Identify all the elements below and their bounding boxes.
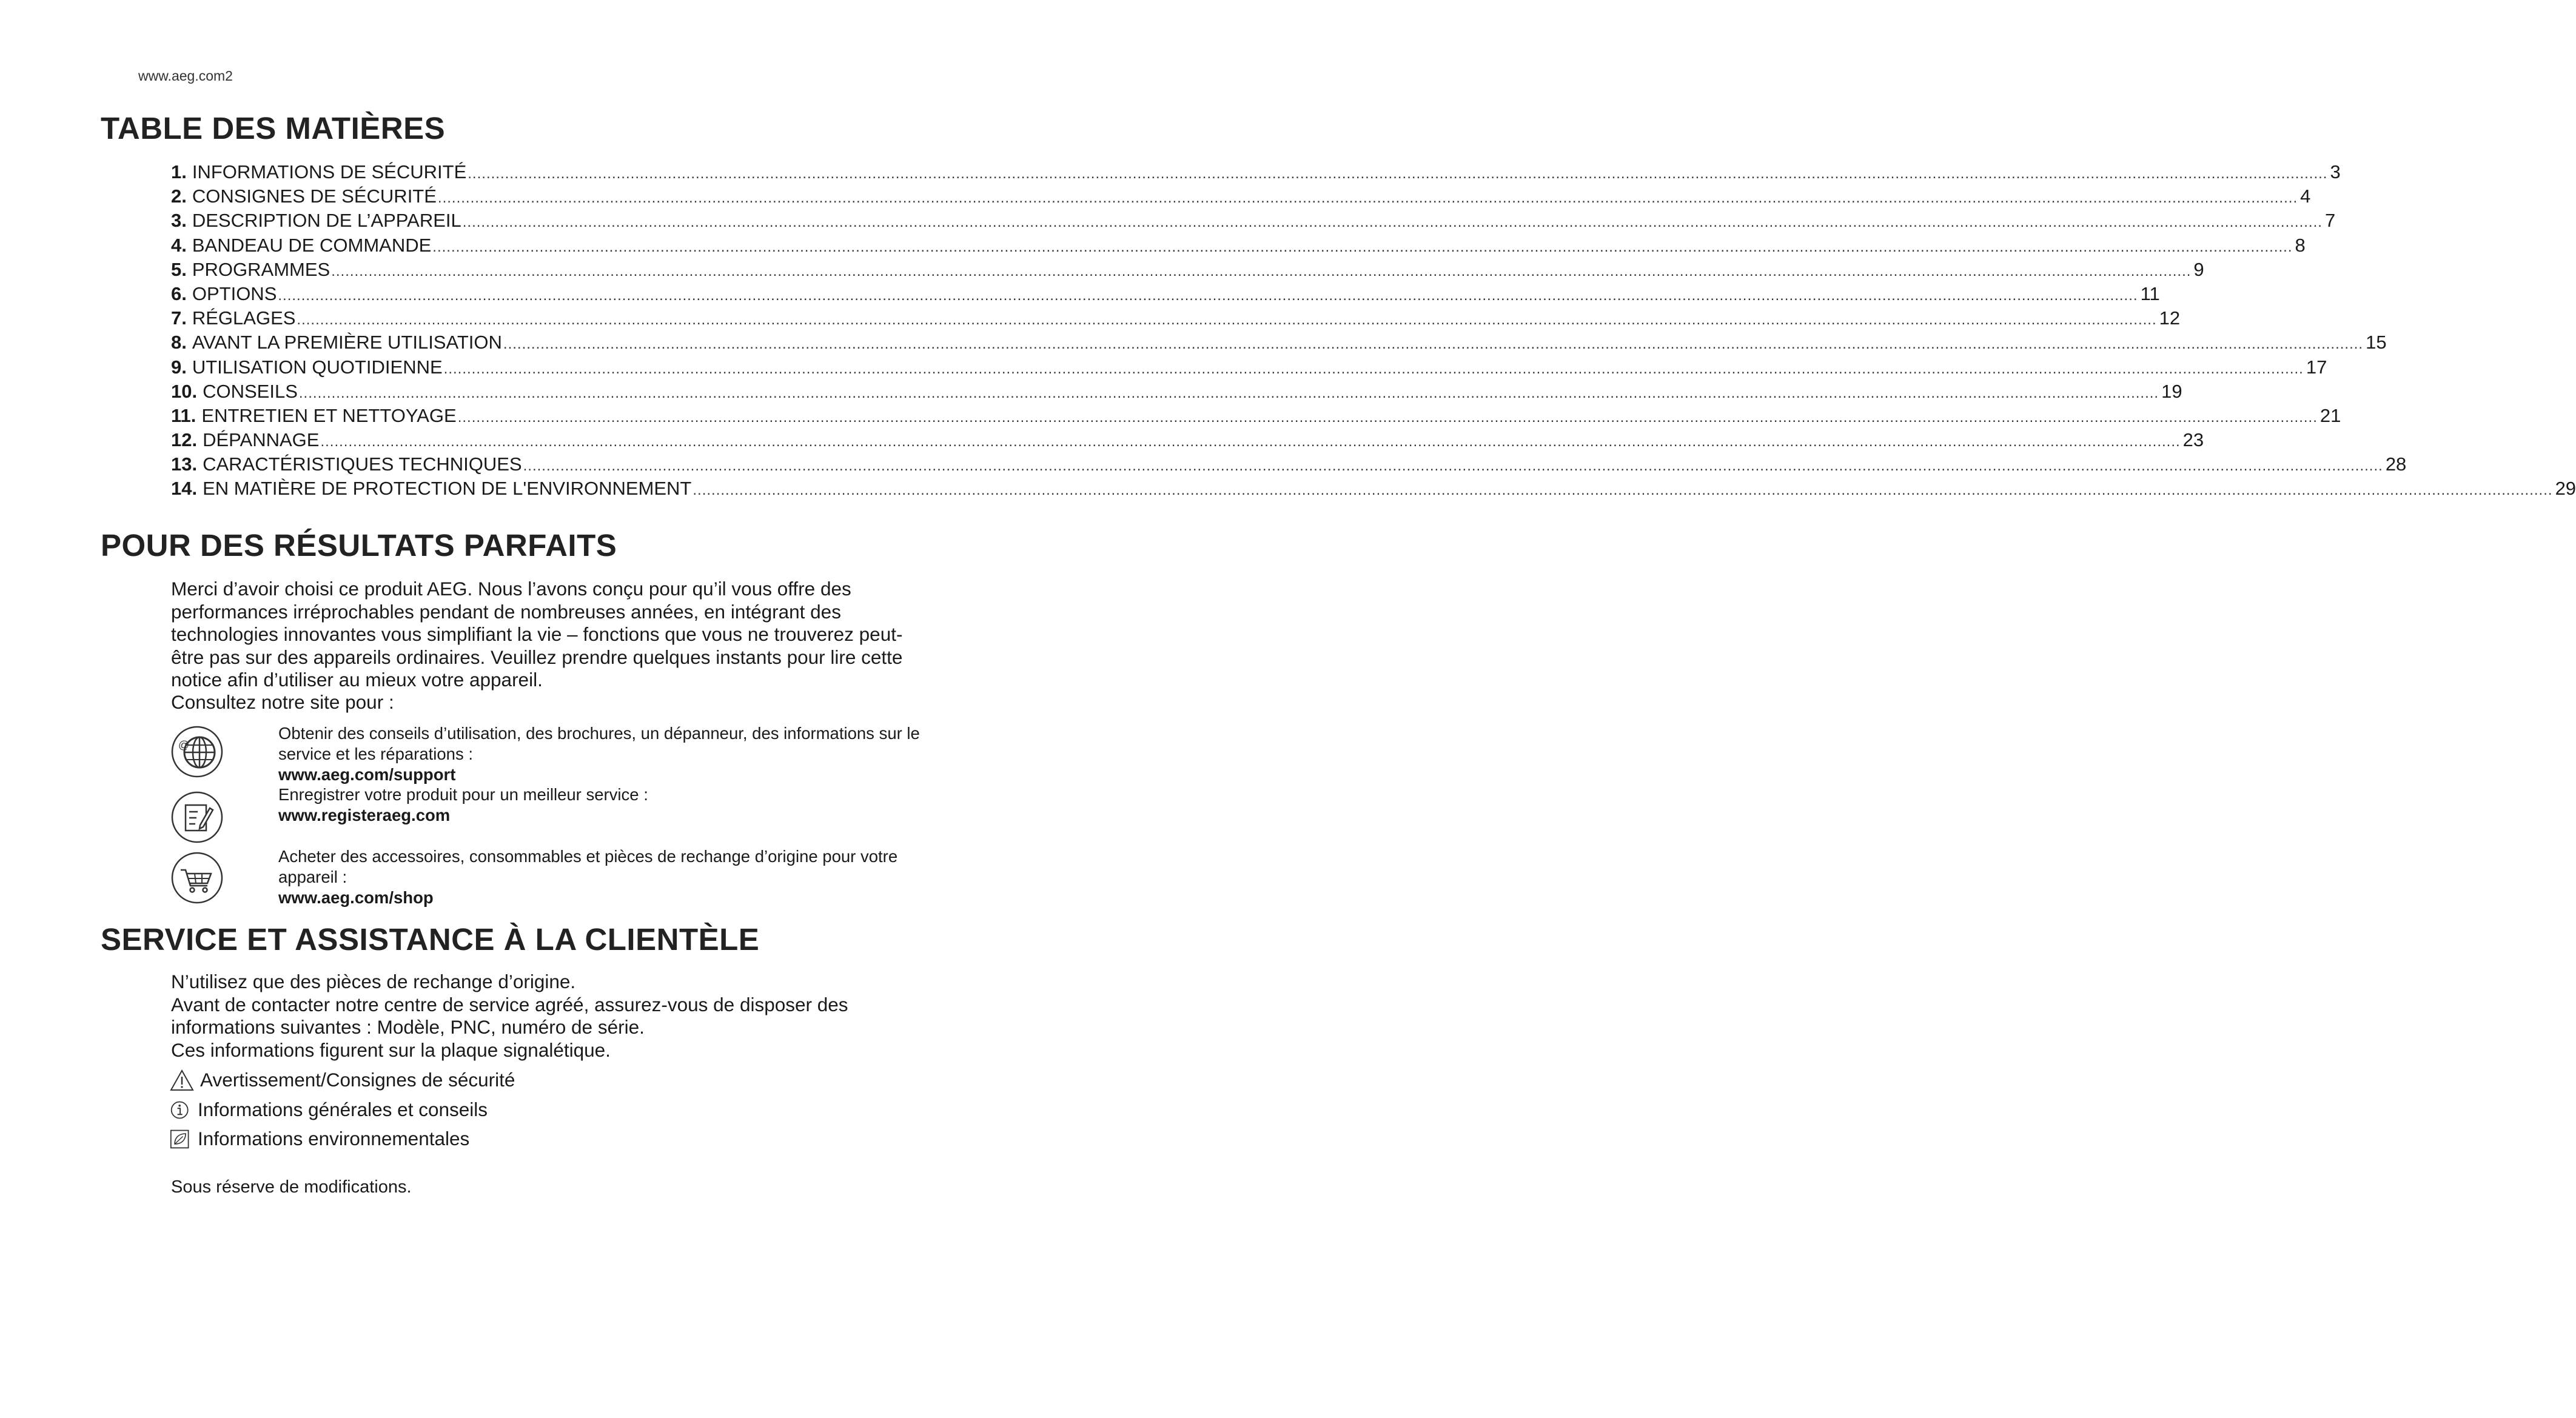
service-title: SERVICE ET ASSISTANCE À LA CLIENTÈLE bbox=[101, 922, 760, 957]
toc-entry-number: 13. bbox=[171, 453, 198, 475]
shop-link-block bbox=[170, 851, 249, 917]
service-line-3: Ces informations figurent sur la plaque signalétique. bbox=[171, 1038, 611, 1061]
toc-entry[interactable] bbox=[171, 478, 2576, 502]
toc-entry-page: 11 bbox=[2140, 283, 2160, 304]
support-link-block bbox=[170, 724, 249, 791]
toc-entry-label: PROGRAMMES bbox=[192, 258, 330, 280]
shop-url-link[interactable]: www.aeg.com/shop bbox=[278, 888, 434, 907]
toc-entry[interactable] bbox=[171, 404, 2341, 429]
toc-entry-label: BANDEAU DE COMMANDE bbox=[192, 234, 432, 256]
toc-leader-dots: ................................................................................................................................................................................................................................................................................................................................................................................................................ bbox=[462, 214, 2323, 231]
results-title: POUR DES RÉSULTATS PARFAITS bbox=[101, 528, 617, 563]
toc-entry-page: 12 bbox=[2159, 307, 2181, 329]
toc-entry-page: 3 bbox=[2330, 161, 2341, 182]
toc-leader-dots: ................................................................................................................................................................................................................................................................................................................................................................................................................ bbox=[320, 433, 2181, 450]
legend-environment-label: Informations environnementales bbox=[198, 1128, 470, 1149]
toc-entry-label: RÉGLAGES bbox=[192, 307, 296, 329]
toc-entry-label: AVANT LA PREMIÈRE UTILISATION bbox=[192, 332, 502, 353]
legend-info-label: Informations générales et conseils bbox=[198, 1099, 488, 1120]
toc-entry-label: INFORMATIONS DE SÉCURITÉ bbox=[192, 161, 467, 182]
toc-entry-page: 17 bbox=[2306, 356, 2327, 378]
toc-entry-page: 8 bbox=[2295, 234, 2306, 256]
toc-leader-dots: ................................................................................................................................................................................................................................................................................................................................................................................................................ bbox=[297, 312, 2157, 329]
toc-leader-dots: ................................................................................................................................................................................................................................................................................................................................................................................................................ bbox=[298, 384, 2159, 401]
toc-entry[interactable] bbox=[171, 380, 2182, 405]
toc-entry[interactable] bbox=[171, 332, 2387, 356]
toc-entry-number: 8. bbox=[171, 332, 187, 353]
toc-entry-page: 28 bbox=[2385, 453, 2407, 475]
toc-title: TABLE DES MATIÈRES bbox=[101, 111, 446, 145]
toc-leader-dots: ................................................................................................................................................................................................................................................................................................................................................................................................................ bbox=[693, 482, 2553, 499]
toc-leader-dots: ................................................................................................................................................................................................................................................................................................................................................................................................................ bbox=[278, 287, 2138, 304]
toc-entry[interactable] bbox=[171, 258, 2204, 283]
intro-paragraph: Merci d’avoir choisi ce produit AEG. Nous l’avons conçu pour qu’il vous offre des performances irréprochables pendant de nombreuses années, en intégrant des technologies innovantes vous simplifiant la vie – fonctions que vous ne trouverez peut-être pas sur des appareils ordinaires. Veuillez prendre quelques instants pour lire cette notice afin d’utiliser au mieux votre appareil. bbox=[171, 578, 903, 691]
toc-entry[interactable] bbox=[171, 186, 2311, 210]
toc-leader-dots: ................................................................................................................................................................................................................................................................................................................................................................................................................ bbox=[437, 190, 2298, 207]
toc-entry-page: 29 bbox=[2555, 478, 2576, 500]
support-link-text-block bbox=[278, 723, 921, 785]
shop-link-text-block bbox=[278, 846, 921, 908]
legend-warning-label: Avertissement/Consignes de sécurité bbox=[200, 1069, 515, 1091]
table-of-contents bbox=[171, 161, 2576, 503]
toc-entry-page: 7 bbox=[2324, 210, 2336, 232]
toc-entry-page: 23 bbox=[2182, 429, 2204, 451]
toc-entry[interactable] bbox=[171, 307, 2181, 332]
shop-description: Acheter des accessoires, consommables et pièces de rechange d’origine pour votre appareil : bbox=[278, 847, 898, 886]
page-header-url: www.aeg.com2 bbox=[138, 68, 233, 84]
toc-entry-number: 7. bbox=[171, 307, 187, 329]
toc-entry-number: 11. bbox=[171, 404, 196, 426]
toc-leader-dots: ................................................................................................................................................................................................................................................................................................................................................................................................................ bbox=[468, 166, 2328, 182]
toc-entry[interactable] bbox=[171, 234, 2306, 259]
toc-entry-number: 9. bbox=[171, 356, 187, 378]
toc-entry[interactable] bbox=[171, 356, 2327, 381]
footnote: Sous réserve de modifications. bbox=[171, 1177, 412, 1197]
toc-entry[interactable] bbox=[171, 210, 2336, 234]
toc-entry-number: 14. bbox=[171, 478, 198, 500]
leaf-icon bbox=[170, 1128, 192, 1150]
toc-entry-number: 12. bbox=[171, 429, 198, 451]
toc-entry-number: 4. bbox=[171, 234, 187, 256]
toc-entry-page: 15 bbox=[2366, 332, 2387, 353]
toc-entry[interactable] bbox=[171, 283, 2160, 307]
svg-text:@: @ bbox=[178, 739, 190, 751]
toc-entry-number: 10. bbox=[171, 380, 198, 402]
toc-entry-number: 1. bbox=[171, 161, 187, 182]
toc-entry-label: CONSIGNES DE SÉCURITÉ bbox=[192, 186, 437, 207]
toc-entry-label: ENTRETIEN ET NETTOYAGE bbox=[201, 404, 457, 426]
service-line-2: Avant de contacter notre centre de service agréé, assurez-vous de disposer des informations suivantes : Modèle, PNC, numéro de série. bbox=[171, 993, 848, 1038]
warning-triangle-icon bbox=[170, 1069, 194, 1091]
toc-entry-number: 3. bbox=[171, 210, 187, 232]
toc-entry[interactable] bbox=[171, 453, 2407, 478]
toc-leader-dots: ................................................................................................................................................................................................................................................................................................................................................................................................................ bbox=[523, 458, 2383, 475]
toc-leader-dots: ................................................................................................................................................................................................................................................................................................................................................................................................................ bbox=[457, 409, 2318, 426]
support-url-link[interactable]: www.aeg.com/support bbox=[278, 765, 456, 784]
toc-entry-page: 21 bbox=[2319, 404, 2341, 426]
consultez-text: Consultez notre site pour : bbox=[171, 691, 394, 713]
legend-info bbox=[170, 1099, 488, 1121]
toc-leader-dots: ................................................................................................................................................................................................................................................................................................................................................................................................................ bbox=[432, 238, 2293, 255]
toc-entry-label: OPTIONS bbox=[192, 283, 277, 304]
register-url-link[interactable]: www.registeraeg.com bbox=[278, 806, 451, 824]
toc-entry-number: 2. bbox=[171, 186, 187, 207]
toc-leader-dots: ................................................................................................................................................................................................................................................................................................................................................................................................................ bbox=[443, 360, 2304, 377]
toc-leader-dots: ................................................................................................................................................................................................................................................................................................................................................................................................................ bbox=[331, 263, 2192, 279]
toc-entry[interactable] bbox=[171, 429, 2204, 453]
toc-entry-label: DÉPANNAGE bbox=[203, 429, 320, 451]
toc-entry-number: 6. bbox=[171, 283, 187, 304]
register-link-block bbox=[170, 790, 249, 857]
info-icon bbox=[170, 1099, 192, 1121]
toc-entry-label: EN MATIÈRE DE PROTECTION DE L'ENVIRONNEMENT bbox=[203, 478, 692, 500]
register-link-text-block bbox=[278, 784, 921, 826]
support-description: Obtenir des conseils d’utilisation, des brochures, un dépanneur, des informations sur le service et les réparations : bbox=[278, 724, 920, 763]
toc-entry-number: 5. bbox=[171, 258, 187, 280]
legend-warning bbox=[170, 1069, 515, 1091]
toc-entry-label: CONSEILS bbox=[203, 380, 298, 402]
toc-entry-page: 19 bbox=[2161, 380, 2182, 402]
legend-environment bbox=[170, 1128, 469, 1150]
toc-entry-label: CARACTÉRISTIQUES TECHNIQUES bbox=[203, 453, 522, 475]
register-description: Enregistrer votre produit pour un meilleur service : bbox=[278, 785, 648, 804]
toc-entry[interactable] bbox=[171, 161, 2341, 186]
toc-entry-label: UTILISATION QUOTIDIENNE bbox=[192, 356, 443, 378]
toc-entry-page: 9 bbox=[2193, 258, 2204, 280]
globe-icon bbox=[170, 724, 224, 779]
register-icon bbox=[170, 790, 224, 844]
service-paragraph bbox=[171, 971, 923, 1062]
toc-entry-label: DESCRIPTION DE L’APPAREIL bbox=[192, 210, 461, 232]
shopping-cart-icon bbox=[170, 851, 224, 905]
service-line-1: N’utilisez que des pièces de rechange d’origine. bbox=[171, 971, 576, 992]
toc-entry-page: 4 bbox=[2300, 186, 2311, 207]
toc-leader-dots: ................................................................................................................................................................................................................................................................................................................................................................................................................ bbox=[503, 336, 2364, 353]
